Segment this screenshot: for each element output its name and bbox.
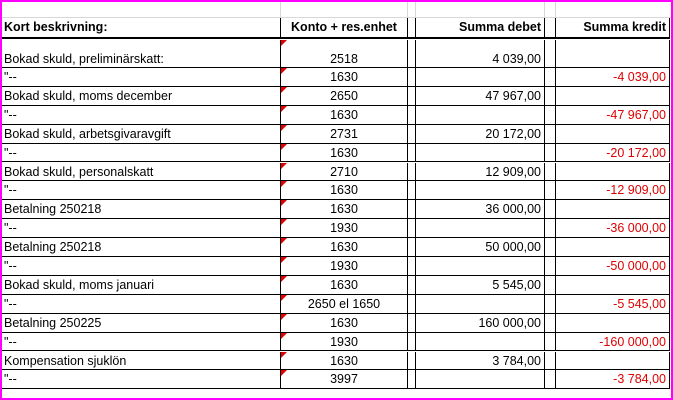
cell-debit-text: 20 172,00 (485, 126, 541, 141)
cell-credit-text: -47 967,00 (606, 107, 666, 122)
comment-indicator-icon[interactable] (281, 333, 287, 339)
cell-debit-text: 36 000,00 (485, 202, 541, 217)
cell-spacer[interactable] (408, 333, 416, 352)
cell-description-text: "-- (4, 70, 17, 84)
comment-indicator-icon[interactable] (281, 181, 287, 187)
cell-account-text: 1930 (330, 259, 358, 273)
cell-credit[interactable] (556, 106, 670, 125)
cell-description-text: Bokad skuld, moms december (4, 88, 173, 103)
cell-account[interactable] (281, 238, 408, 257)
cell-spacer[interactable] (408, 370, 416, 389)
cell-credit-text: -4 039,00 (613, 70, 666, 84)
cell-credit[interactable] (556, 181, 670, 200)
comment-indicator-icon[interactable] (281, 163, 287, 169)
cell-description-text: "-- (4, 372, 17, 387)
cell-credit[interactable] (556, 238, 670, 257)
cell-debit[interactable] (416, 181, 545, 200)
cell-spacer[interactable] (545, 219, 556, 238)
cell-description-text: Bokad skuld, moms januari (4, 277, 155, 292)
cell-description[interactable] (0, 106, 281, 125)
comment-indicator-icon[interactable] (281, 295, 287, 301)
cell-credit-text: -5 545,00 (613, 296, 666, 311)
comment-indicator-icon[interactable] (281, 87, 287, 93)
comment-indicator-icon[interactable] (281, 125, 287, 131)
cell-debit[interactable] (416, 106, 545, 125)
cell-credit[interactable] (556, 163, 670, 182)
cell-debit-text: 47 967,00 (485, 88, 541, 103)
cell-credit[interactable] (556, 314, 670, 333)
cell-debit[interactable] (416, 144, 545, 163)
cell-spacer[interactable] (545, 40, 556, 68)
cell-debit[interactable] (416, 370, 545, 389)
cell-account[interactable] (281, 40, 408, 68)
header-description[interactable]: Kort beskrivning: (0, 18, 281, 39)
cell-description[interactable] (0, 125, 281, 144)
cell-credit[interactable] (556, 68, 670, 87)
cell-debit[interactable] (416, 87, 545, 106)
cell-debit[interactable] (416, 314, 545, 333)
cell-debit[interactable] (416, 200, 545, 219)
cell-credit[interactable] (556, 352, 670, 371)
cell-description[interactable] (0, 257, 281, 276)
cell-credit[interactable] (556, 219, 670, 238)
header-spacer[interactable] (408, 18, 416, 39)
comment-indicator-icon[interactable] (281, 238, 287, 244)
cell-spacer[interactable] (545, 181, 556, 200)
cell-credit[interactable] (556, 200, 670, 219)
cell-debit[interactable] (416, 125, 545, 144)
cell-account-text: 1930 (330, 221, 358, 236)
cell-spacer[interactable] (408, 276, 416, 295)
comment-indicator-icon[interactable] (281, 352, 287, 358)
cell-debit-text: 160 000,00 (478, 315, 541, 330)
cell-credit[interactable] (556, 40, 670, 68)
comment-indicator-icon[interactable] (281, 144, 287, 150)
cell-spacer[interactable] (408, 352, 416, 371)
cell-description[interactable] (0, 295, 281, 314)
cell-spacer[interactable] (545, 238, 556, 257)
cell-description[interactable] (0, 87, 281, 106)
cell-account[interactable] (281, 144, 408, 163)
cell-debit-text: 3 784,00 (492, 353, 541, 368)
cell-spacer[interactable] (545, 144, 556, 163)
cell-spacer[interactable] (545, 314, 556, 333)
comment-indicator-icon[interactable] (281, 257, 287, 263)
cell-description-text: Bokad skuld, arbetsgivaravgift (4, 126, 171, 141)
cell-spacer[interactable] (408, 163, 416, 182)
cell-credit-text: -3 784,00 (613, 372, 666, 387)
comment-indicator-icon[interactable] (281, 40, 287, 46)
cell-description[interactable] (0, 276, 281, 295)
cell-credit-text: -50 000,00 (606, 259, 666, 273)
cell-credit[interactable] (556, 276, 670, 295)
cell-spacer[interactable] (545, 163, 556, 182)
cell-description-text: "-- (4, 145, 17, 160)
cell-credit[interactable] (556, 295, 670, 314)
cell-account-text: 1630 (330, 315, 358, 330)
cell-account[interactable] (281, 68, 408, 87)
cell-description[interactable] (0, 314, 281, 333)
cell-description-text: Betalning 250218 (4, 240, 102, 255)
cell-spacer[interactable] (408, 200, 416, 219)
cell-credit[interactable] (556, 87, 670, 106)
cell-credit-text: -12 909,00 (606, 183, 666, 198)
cell-spacer[interactable] (408, 68, 416, 87)
cell-account[interactable] (281, 314, 408, 333)
cell-description-text: "-- (4, 296, 17, 311)
comment-indicator-icon[interactable] (281, 314, 287, 320)
cell-credit-text: -20 172,00 (606, 145, 666, 160)
cell-spacer[interactable] (408, 181, 416, 200)
cell-account[interactable] (281, 163, 408, 182)
cell-account[interactable] (281, 257, 408, 276)
cell-credit[interactable] (556, 144, 670, 163)
cell-description-text: "-- (4, 107, 17, 122)
comment-indicator-icon[interactable] (281, 106, 287, 112)
cell-credit[interactable] (556, 370, 670, 389)
cell-description-text: Betalning 250218 (4, 202, 102, 217)
cell-spacer[interactable] (408, 257, 416, 276)
cell-debit[interactable] (416, 219, 545, 238)
cell-description[interactable] (0, 352, 281, 371)
cell-account-text: 2650 el 1650 (307, 296, 381, 311)
cell-description[interactable] (0, 181, 281, 200)
cell-account-text: 1630 (330, 145, 358, 160)
cell-spacer[interactable] (408, 144, 416, 163)
cell-account-text: 1930 (330, 334, 358, 349)
top-row-cell[interactable] (545, 0, 556, 18)
cell-debit[interactable] (416, 68, 545, 87)
cell-account-text: 2710 (330, 164, 358, 179)
cell-account-text: 2518 (330, 52, 358, 66)
cell-description[interactable] (0, 219, 281, 238)
cell-debit[interactable] (416, 295, 545, 314)
cell-debit[interactable] (416, 257, 545, 276)
cell-spacer[interactable] (408, 125, 416, 144)
header-credit[interactable]: Summa kredit (556, 18, 670, 39)
cell-description[interactable] (0, 370, 281, 389)
header-spacer[interactable] (545, 18, 556, 39)
cell-account-text: 1630 (330, 202, 358, 217)
cell-account-text: 3997 (330, 372, 358, 387)
cell-debit[interactable] (416, 40, 545, 68)
cell-debit-text: 50 000,00 (485, 240, 541, 255)
cell-debit-text: 5 545,00 (492, 277, 541, 292)
cell-spacer[interactable] (545, 370, 556, 389)
cell-description[interactable] (0, 333, 281, 352)
cell-account-text: 1630 (330, 183, 358, 198)
cell-debit[interactable] (416, 238, 545, 257)
cell-account[interactable] (281, 106, 408, 125)
comment-indicator-icon[interactable] (281, 219, 287, 225)
cell-account-text: 1630 (330, 107, 358, 122)
cell-debit[interactable] (416, 333, 545, 352)
cell-account-text: 1630 (330, 240, 358, 255)
cell-spacer[interactable] (408, 106, 416, 125)
cell-account[interactable] (281, 295, 408, 314)
cell-credit-text: -36 000,00 (606, 221, 666, 236)
cell-account-text: 2650 (330, 88, 358, 103)
top-row-cell[interactable] (416, 0, 545, 18)
cell-description[interactable] (0, 40, 281, 68)
top-row-cell[interactable] (408, 0, 416, 18)
cell-spacer[interactable] (408, 314, 416, 333)
cell-account[interactable] (281, 276, 408, 295)
cell-credit[interactable] (556, 333, 670, 352)
cell-debit[interactable] (416, 276, 545, 295)
cell-description-text: Bokad skuld, personalskatt (4, 164, 154, 179)
top-row-cell[interactable] (0, 0, 281, 18)
cell-account-text: 1630 (330, 277, 358, 292)
cell-debit-text: 4 039,00 (492, 52, 541, 66)
cell-spacer[interactable] (408, 87, 416, 106)
cell-description-text: "-- (4, 221, 17, 236)
comment-indicator-icon[interactable] (281, 200, 287, 206)
cell-description-text: Bokad skuld, preliminärskatt: (4, 52, 164, 66)
cell-spacer[interactable] (408, 40, 416, 68)
top-row-cell[interactable] (556, 0, 673, 18)
comment-indicator-icon[interactable] (281, 68, 287, 74)
cell-description[interactable] (0, 163, 281, 182)
comment-indicator-icon[interactable] (281, 370, 287, 376)
cell-description[interactable] (0, 200, 281, 219)
header-debit[interactable]: Summa debet (416, 18, 545, 39)
cell-account-text: 1630 (330, 353, 358, 368)
cell-spacer[interactable] (545, 257, 556, 276)
cell-spacer[interactable] (408, 219, 416, 238)
cell-account[interactable] (281, 352, 408, 371)
cell-spacer[interactable] (545, 200, 556, 219)
cell-spacer[interactable] (545, 352, 556, 371)
cell-account[interactable] (281, 87, 408, 106)
cell-account-text: 1630 (330, 70, 358, 84)
comment-indicator-icon[interactable] (281, 276, 287, 282)
cell-spacer[interactable] (408, 295, 416, 314)
cell-account-text: 2731 (330, 126, 358, 141)
cell-description-text: Betalning 250225 (4, 315, 102, 330)
cell-spacer[interactable] (408, 238, 416, 257)
cell-description-text: Kompensation sjuklön (4, 353, 127, 368)
top-row-cell[interactable] (281, 0, 408, 18)
cell-spacer[interactable] (545, 125, 556, 144)
cell-spacer[interactable] (545, 295, 556, 314)
cell-account[interactable] (281, 200, 408, 219)
cell-credit[interactable] (556, 125, 670, 144)
cell-debit[interactable] (416, 163, 545, 182)
cell-account[interactable] (281, 219, 408, 238)
cell-spacer[interactable] (545, 333, 556, 352)
cell-spacer[interactable] (545, 68, 556, 87)
cell-credit-text: -160 000,00 (599, 334, 666, 349)
cell-debit[interactable] (416, 352, 545, 371)
cell-description[interactable] (0, 68, 281, 87)
cell-spacer[interactable] (545, 276, 556, 295)
cell-description[interactable] (0, 238, 281, 257)
cell-spacer[interactable] (545, 106, 556, 125)
cell-description-text: "-- (4, 259, 17, 273)
cell-account[interactable] (281, 125, 408, 144)
cell-description-text: "-- (4, 183, 17, 198)
header-account[interactable]: Konto + res.enhet (281, 18, 408, 39)
cell-account[interactable] (281, 333, 408, 352)
cell-account[interactable] (281, 181, 408, 200)
cell-debit-text: 12 909,00 (485, 164, 541, 179)
cell-spacer[interactable] (545, 87, 556, 106)
cell-account[interactable] (281, 370, 408, 389)
cell-description-text: "-- (4, 334, 17, 349)
cell-credit[interactable] (556, 257, 670, 276)
cell-description[interactable] (0, 144, 281, 163)
